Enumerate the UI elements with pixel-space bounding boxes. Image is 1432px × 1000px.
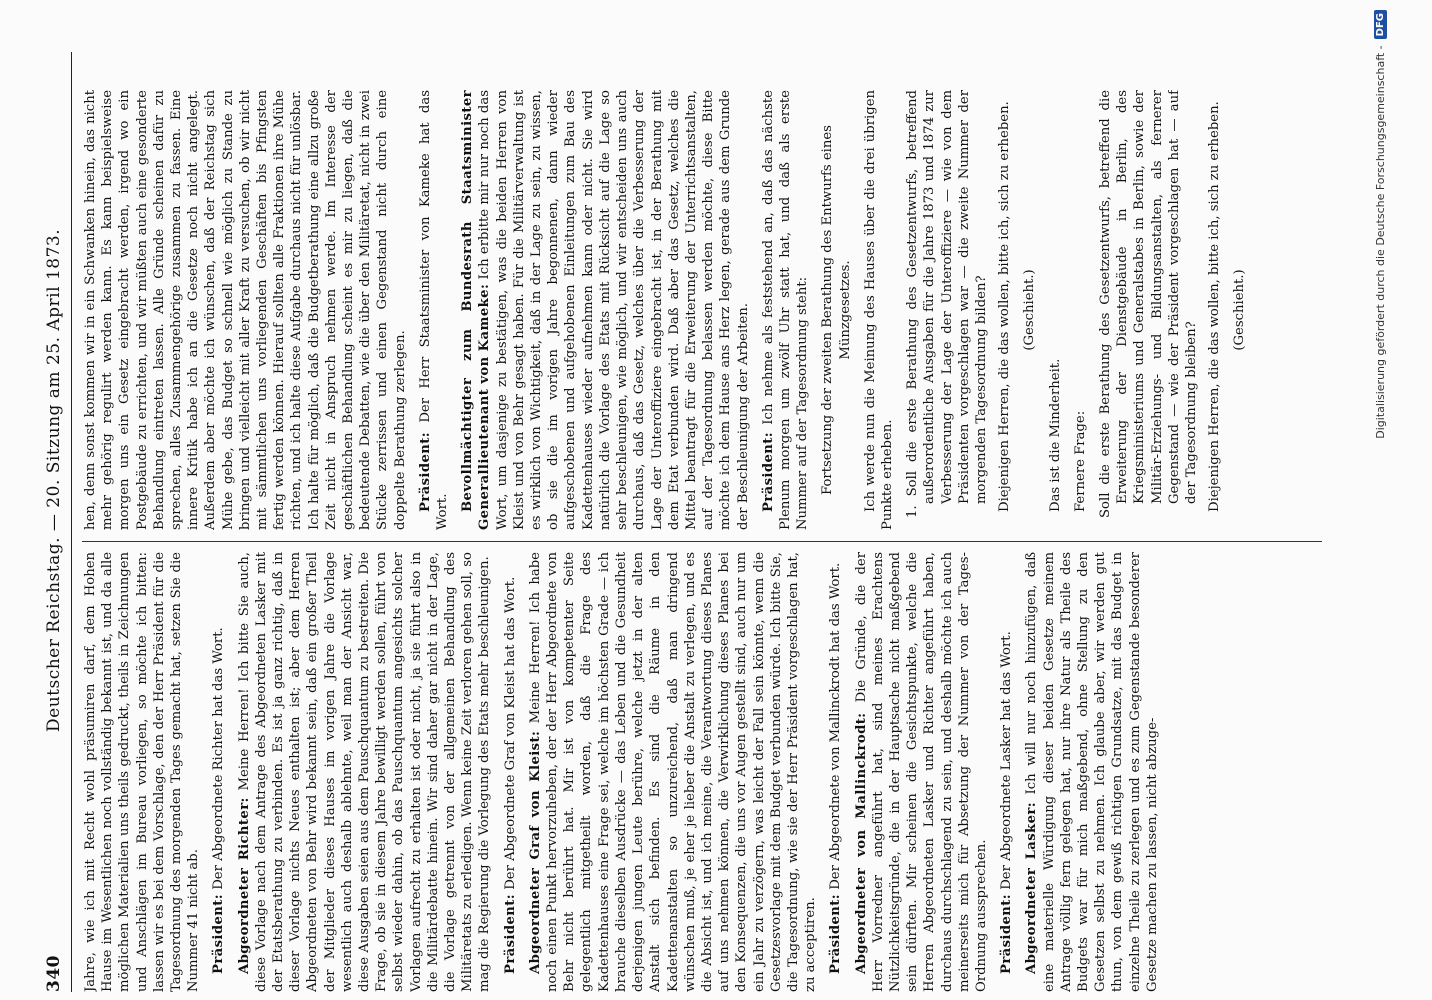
column-divider	[82, 541, 1322, 542]
speech-paragraph	[527, 552, 819, 992]
speech-paragraph	[210, 552, 227, 992]
speaker-name: Abgeordneter Graf von Kleist:	[527, 730, 543, 974]
speech-text: Der Abgeordnete Graf von Kleist hat das Wort.	[502, 576, 518, 890]
speech-text: Der Abgeordnete von Mallinckrodt hat das Wort.	[828, 562, 844, 890]
speech-text: Die Gründe, die der Herr Vorredner angeführt hat, sind meines Erachtens Nützlichkeitsgründe, die in der Hauptsache nicht maßgebend sein dürften. Mir scheinen die Gesichtspunkte, welche die Herren Abgeordneten Lasker und Richter angeführt haben, durchaus durchschlagend zu sein, und deshalb möchte ich auch meinerseits mich für Absetzung der Nummer von der Tages-Ordnung aussprechen.	[853, 552, 989, 992]
speech-paragraph	[760, 90, 812, 530]
speech-text: Der Herr Staatsminister von Kameke hat das Wort.	[417, 90, 451, 530]
speech-paragraph	[1023, 552, 1161, 992]
speech-paragraph	[502, 552, 519, 992]
speech-text: Der Abgeordnete Lasker hat das Wort.	[999, 631, 1015, 890]
body-paragraph: Fernere Frage:	[1072, 410, 1088, 512]
body-paragraph: Diejenigen Herren, die das wollen, bitte ich, sich zu erheben.	[997, 101, 1013, 512]
speech-text: Meine Herren! Ich habe noch einen Punkt hervorzuheben, der der Herr Abgeordnete von Behr nicht berührt hat. Mir ist von kompetenter Seite gelegentlich mitgetheilt worden, daß die Frage des Kadettenhauses eine Frage sei, welche im höchsten Grade — ich brauche dieselben Ausdrücke — das Leben und die Gesundheit derjenigen jungen Leute berühre, welche jetzt in der alten Anstalt sich befinden. Es sind die Räume in den Kadettenanstalten so unzureichend, daß man dringend wünschen muß, je eher je lieber die Anstalt zu verlegen, und es die Absicht ist, und ich meine, die Verantwortung dieses Planes auf uns nehmen können, die Verwirklichung dieses Planes bei den Konsequenzen, die uns vor Augen gestellt sind, auch nur um ein Jahr zu verzögern, was leicht der Fall sein könnte, wenn die Gesetzesvorlage mit dem Budget verbunden würde. Ich bitte Sie, die Tagesordnung, wie sie der Herr Präsident vorgeschlagen hat, zu acceptiren.	[527, 552, 819, 992]
speech-paragraph	[417, 90, 451, 530]
digitization-credit	[1360, 10, 1400, 1000]
agenda-question: Soll die erste Berathung des Gesetzentwurfs, betreffend die Erweiterung der Dienstgebäude in Berlin, des Kriegsministeriums und Generalstabes in Berlin, sowie der Militär-Erziehungs- und Bildungsanstalten, als fernerer Gegenstand — wie der Präsident vorgeschlagen hat — auf der Tagesordnung bleiben?	[1097, 90, 1199, 518]
speech-paragraph	[853, 552, 991, 992]
body-paragraph: Diejenigen Herren, die das wollen, bitte ich, sich zu erheben.	[1207, 101, 1223, 512]
page-number: 340	[44, 955, 64, 992]
speaker-name: Präsident:	[211, 893, 227, 974]
centered-line: Fortsetzung der zweiten Berathung des Entwurfs eines Münzgesetzes.	[820, 125, 853, 495]
speaker-name: Präsident:	[417, 431, 433, 512]
body-paragraph: Ich werde nun die Meinung des Hauses über die drei übrigen Punkte erheben.	[862, 90, 895, 530]
body-paragraph: Jahre, wie ich mit Recht wohl präsumiren darf, dem Hohen Hause im Wesentlichen noch vollständig bekannt ist, und da alle möglichen Materialien uns theils gedruckt, theils in Zeichnungen und Anschlägen im Bureau vorliegen, so möchte ich bitten: lassen wir es bei dem Vorschlage, den der Herr Präsident für die Tagesordnung des morgenden Tages gemacht hat, setzen Sie die Nummer 41 nicht ab.	[83, 552, 202, 992]
speech-text: Meine Herren! Ich bitte Sie auch, diese Vorlage nach dem Antrage des Abgeordneten Lasker mit der Etatsberathung zu verbinden. Es ist ja ganz richtig, daß in dieser Vorlage nichts Neues enthalten ist; aber dem Herren Abgeordneten von Behr wird bekannt sein, daß ein großer Theil der Mitglieder dieses Hauses im vorigen Jahre die Vorlage wesentlich auch deshalb ablehnte, weil man der Ansicht war, diese Ausgaben seien aus dem Pauschquantum zu bestreiten. Die Frage, ob sie in diesem Jahre bewilligt werden sollen, führt von selbst wieder dahin, ob das Pauschquantum angesichts solcher Vorlagen aufrecht zu erhalten ist oder nicht, ja sie führt also in die Militärdebatte hinein. Wir sind daher gar nicht in der Lage, die Vorlage getrennt von der allgemeinen Behandlung des Militäretats zu erledigen. Wenn keine Zeit verloren gehen soll, so mag die Regierung die Vorlegung des Etats mehr beschleunigen.	[236, 552, 493, 992]
credit-text: Digitalisierung gefördert durch die Deutsche Forschungsgemeinschaft -	[1373, 45, 1387, 439]
speaker-name: Präsident:	[502, 893, 518, 974]
speech-text: Ich erbitte mir nur noch das Wort, um dasjenige zu bestätigen, was die beiden Herren von Kleist und von Behr gesagt haben. Für die Militärverwaltung ist es wirklich von Wichtigkeit, daß in der Lage zu sein, zu wissen, ob sie die im vorigen Jahre begonnenen, dann wieder aufgeschobenen und aufgehobenen Einleitungen zum Bau des Kadettenhauses wieder aufnehmen kann oder nicht. Sie wird natürlich die Vorlage des Etats mit Rücksicht auf die Lage so sehr beschleunigen, wie möglich, und wir entscheiden uns auch durchaus, daß das Gesetz, welches über die Verbesserung der Lage der Unteroffiziere eingebracht ist, in der Berathung mit dem Etat verbunden wird. Daß aber das Gesetz, welches die Mittel beantragt für die Erweiterung der Unterrichtsanstalten, auf der Tagesordnung belassen werden möchte, diese Bitte möchte ich dem Hause ans Herz legen, gerade aus dem Grunde der Beschleunigung der Arbeiten.	[477, 90, 751, 530]
running-title: Deutscher Reichstag. — 20. Sitzung am 25. April 1873.	[44, 228, 64, 732]
speech-paragraph	[998, 552, 1015, 992]
speech-text: Ich nehme als feststehend an, daß das nächste Plenum morgen um zwölf Uhr statt hat, und daß als erste Nummer auf der Tagesordnung steht:	[760, 90, 811, 530]
speech-text: Der Abgeordnete Richter hat das Wort.	[211, 627, 227, 890]
right-column	[82, 90, 1322, 530]
running-header	[38, 52, 72, 992]
speech-paragraph	[827, 552, 844, 992]
speech-text: Ich will nur noch hinzufügen, daß eine materielle Würdigung dieser beiden Gesetze meinem Antrage völlig fern gelegen hat, nur ihre Natur als Theile des Budgets war für mich maßgebend, ohne Stellung zu den Gesetzen selbst zu nehmen. Ich glaube aber, wir werden gut thun, von dem gewiß richtigen Grundsatze, mit das Budget in einzelne Theile zu zerlegen und es zum Gegenstande besonderer Gesetze machen zu lassen, nicht abzuge-	[1024, 552, 1160, 992]
speaker-name: Bevollmächtigter zum Bundesrath Staatsminister Generallieutenant von Kameke:	[460, 90, 493, 530]
speaker-name: Abgeordneter Lasker:	[1024, 802, 1040, 974]
left-column	[82, 552, 1322, 992]
speaker-name: Präsident:	[760, 431, 776, 512]
centered-line: (Geschieht.)	[1232, 269, 1248, 351]
speaker-name: Abgeordneter Richter:	[236, 797, 252, 974]
speech-paragraph	[459, 90, 751, 530]
speaker-name: Abgeordneter von Mallinckrodt:	[853, 712, 869, 974]
speech-paragraph	[236, 552, 494, 992]
speaker-name: Präsident:	[999, 893, 1015, 974]
dfg-logo: DFG	[1374, 10, 1387, 39]
header-rule	[71, 52, 72, 992]
body-paragraph: Das ist die Minderheit.	[1047, 358, 1063, 512]
centered-line: (Geschieht.)	[1022, 269, 1038, 351]
speaker-name: Präsident:	[828, 893, 844, 974]
agenda-question: 1. Soll die erste Berathung des Gesetzentwurfs, betreffend außerordentliche Ausgaben für die Jahre 1873 und 1874 zur Verbesserung der Lage der Unteroffiziere — wie von dem Präsidenten vorgeschlagen war — die zweite Nummer der morgenden Tagesordnung bilden?	[905, 90, 989, 518]
body-paragraph: hen, denn sonst kommen wir in ein Schwanken hinein, das nicht mehr gehörig regulirt werden kann. Es kann beispielsweise morgen uns ein Gesetz eingebracht werden, irgend wo ein Postgebäude zu errichten, und wir müßten auch eine gesonderte Behandlung eintreten lassen. Alle Gründe scheinen dafür zu sprechen, alles Zusammengehörige zusammen zu fassen. Eine innere Kritik habe ich an die Gesetze noch nicht angelegt. Außerdem aber möchte ich wünschen, daß der Reichstag sich Mühe gebe, das Budget so schnell wie möglich zu Stande zu bringen und vielleicht mit aller Kraft zu versuchen, ob wir nicht mit sämmtlichen uns vorliegenden Geschäften bis Pfingsten fertig werden können. Hierauf sollten alle Fraktionen ihre Mühe richten, und ich halte diese Aufgabe durchaus nicht für unlösbar. Ich halte für möglich, daß die Budgetberathung eine allzu große Zeit nicht in Anspruch nehmen werde. Im Interesse der geschäftlichen Behandlung scheint es mir zu liegen, daß die bedeutende Debatten, wie die über den Militäretat, nicht in zwei Stücke zerrissen und einen Gegenstand nicht durch eine doppelte Berathung zerlegen.	[83, 90, 408, 530]
